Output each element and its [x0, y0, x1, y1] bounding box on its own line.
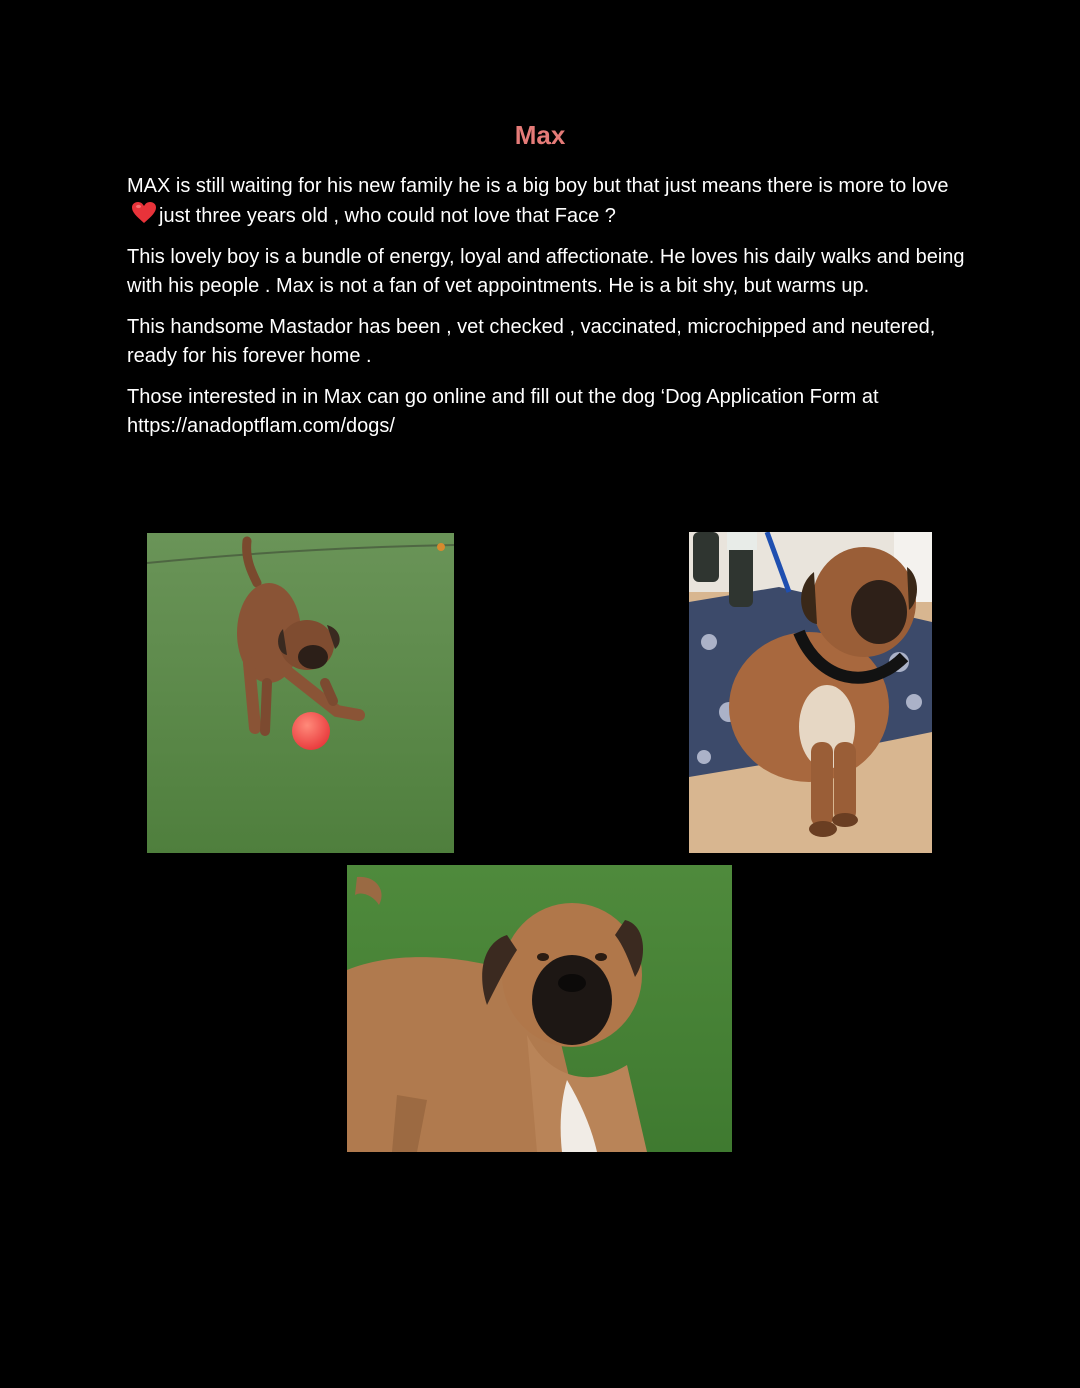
paragraph-intro	[127, 172, 967, 230]
dog-photo-sitting	[689, 532, 932, 853]
application-text: Those interested in in Max can go online and fill out the dog ‘Dog Application Form at	[127, 386, 879, 408]
intro-text-start: MAX is still waiting for his new family he is a big boy but that just means there is more to love	[127, 175, 949, 197]
paragraph-personality: This lovely boy is a bundle of energy, loyal and affectionate. He loves his daily walks and being with his people . Max is not a fan of vet appointments. He is a bit shy, but warms up.	[127, 246, 965, 297]
application-link[interactable]: https://anadoptflam.com/dogs/	[127, 414, 395, 437]
heart-icon	[131, 201, 157, 225]
intro-text-end: just three years old , who could not love that Face ?	[159, 204, 616, 227]
paragraph-health: This handsome Mastador has been , vet checked , vaccinated, microchipped and neutered, ready for his forever home .	[127, 316, 936, 367]
description	[127, 172, 967, 453]
paragraph-application	[127, 383, 967, 440]
dog-photo-portrait	[347, 865, 732, 1152]
dog-photo-ball	[147, 533, 454, 853]
page-title: Max	[514, 120, 566, 150]
